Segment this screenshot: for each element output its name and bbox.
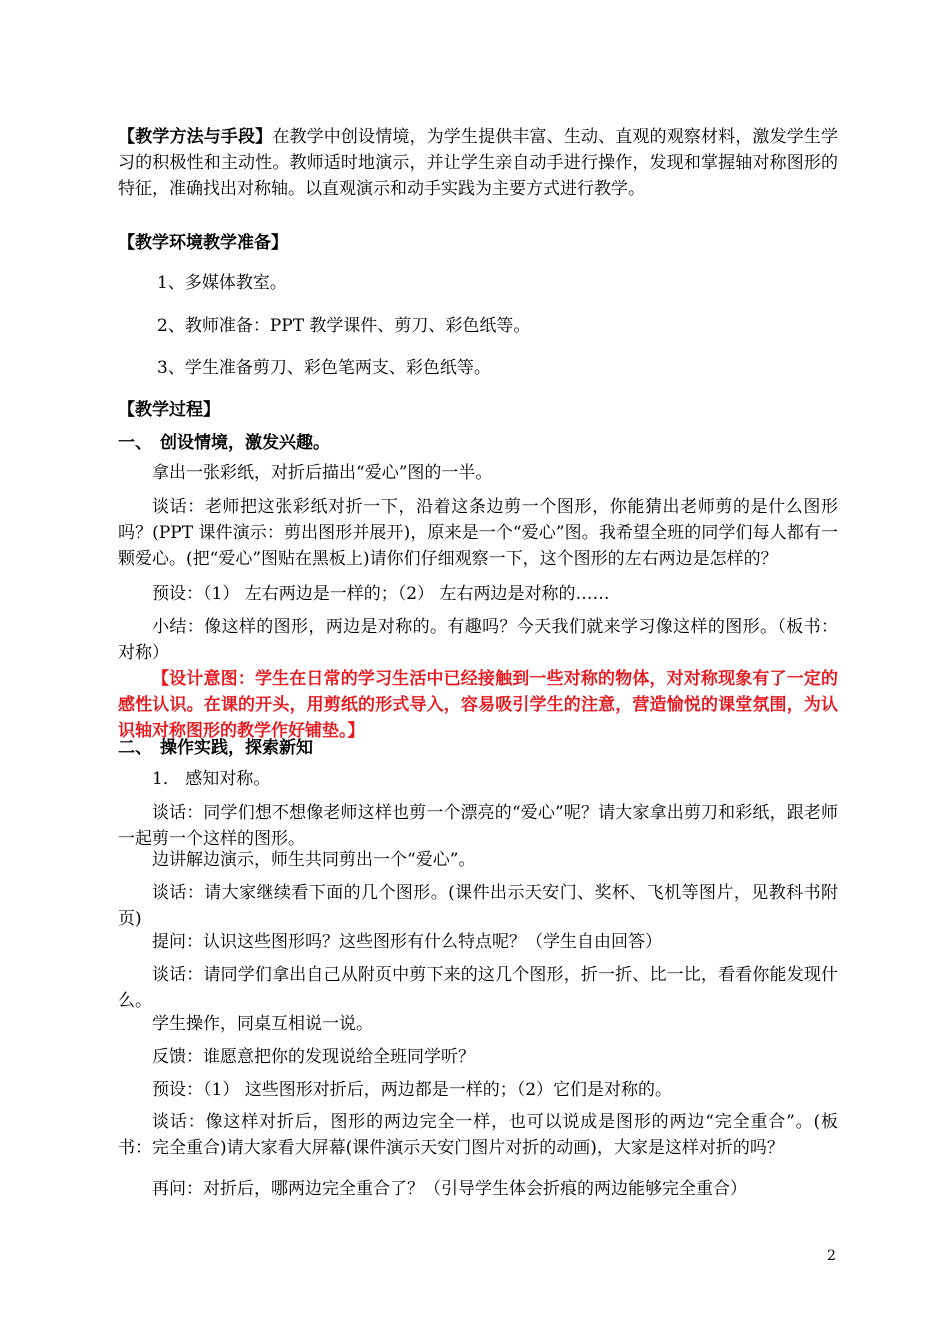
section1-paragraph-4: 小结：像这样的图形，两边是对称的。有趣吗？今天我们就来学习像这样的图形。（板书：对称） xyxy=(118,617,838,663)
design-intent-label: 【设计意图： xyxy=(152,669,255,689)
section1-paragraph-1: 拿出一张彩纸，对折后描出“爱心”图的一半。 xyxy=(152,463,493,483)
section2-paragraph-9: 预设：（1） 这些图形对折后，两边都是一样的；（2）它们是对称的。 xyxy=(152,1080,673,1100)
section1-number: 一、 xyxy=(118,433,152,453)
section2-paragraph-1: 1． 感知对称。 xyxy=(152,769,271,789)
section2-paragraph-11: 再问：对折后，哪两边完全重合了？（引导学生体会折痕的两边能够完全重合） xyxy=(152,1179,747,1199)
section1-paragraph-2: 谈话：老师把这张彩纸对折一下，沿着这条边剪一个图形，你能猜出老师剪的是什么图形吗？(PPT 课件演示：剪出图形并展开)，原来是一个“爱心”图。我希望全班的同学们每人都有一颗爱心。(把“爱心”图贴在黑板上)请你们仔细观察一下，这个图形的左右两边是怎样的？ xyxy=(118,497,838,569)
section1-title: 创设情境，激发兴趣。 xyxy=(160,433,330,453)
section1-paragraph-3: 预设：（1） 左右两边是一样的；（2） 左右两边是对称的…… xyxy=(152,584,610,604)
environment-title: 【教学环境教学准备】 xyxy=(118,233,288,253)
design-intent-paragraph xyxy=(118,666,838,744)
section2-paragraph-8: 反馈：谁愿意把你的发现说给全班同学听？ xyxy=(152,1047,475,1067)
section2-paragraph-5: 提问：认识这些图形吗？这些图形有什么特点呢？（学生自由回答） xyxy=(152,932,662,952)
section2-paragraph-3: 边讲解边演示，师生共同剪出一个“爱心”。 xyxy=(152,850,476,870)
methods-label: 【教学方法与手段】 xyxy=(118,127,273,147)
section2-paragraph-4: 谈话：请大家继续看下面的几个图形。(课件出示天安门、奖杯、飞机等图片，见教科书附页) xyxy=(118,883,838,929)
design-intent-text: 学生在日常的学习生活中已经接触到一些对称的物体，对对称现象有了一定的感性认识。在课的开头，用剪纸的形式导入，容易吸引学生的注意，营造愉悦的课堂氛围，为认识轴对称图形的教学作好铺垫。】 xyxy=(118,669,839,741)
section2-number: 二、 xyxy=(118,738,152,758)
environment-item-3: 3、学生准备剪刀、彩色笔两支、彩色纸等。 xyxy=(157,358,491,378)
methods-paragraph xyxy=(118,124,838,202)
section2-title: 操作实践，探索新知 xyxy=(160,738,313,758)
environment-item-1: 1、多媒体教室。 xyxy=(157,273,287,293)
section2-paragraph-6: 谈话：请同学们拿出自己从附页中剪下来的这几个图形，折一折、比一比，看看你能发现什么。 xyxy=(118,965,838,1011)
section2-paragraph-7: 学生操作，同桌互相说一说。 xyxy=(152,1014,373,1034)
methods-text: 在教学中创设情境，为学生提供丰富、生动、直观的观察材料，激发学生学习的积极性和主动性。教师适时地演示，并让学生亲自动手进行操作，发现和掌握轴对称图形的特征，准确找出对称轴。以直观演示和动手实践为主要方式进行教学。 xyxy=(118,127,839,199)
section2-paragraph-10: 谈话：像这样对折后，图形的两边完全一样，也可以说成是图形的两边“完全重合”。(板书：完全重合)请大家看大屏幕(课件演示天安门图片对折的动画)，大家是这样对折的吗？ xyxy=(118,1112,838,1158)
environment-item-2: 2、教师准备：PPT 教学课件、剪刀、彩色纸等。 xyxy=(157,316,531,336)
page-number: 2 xyxy=(827,1248,836,1264)
process-title: 【教学过程】 xyxy=(118,400,220,420)
section2-paragraph-2: 谈话：同学们想不想像老师这样也剪一个漂亮的“爱心”呢？请大家拿出剪刀和彩纸，跟老师一起剪一个这样的图形。 xyxy=(118,803,838,849)
